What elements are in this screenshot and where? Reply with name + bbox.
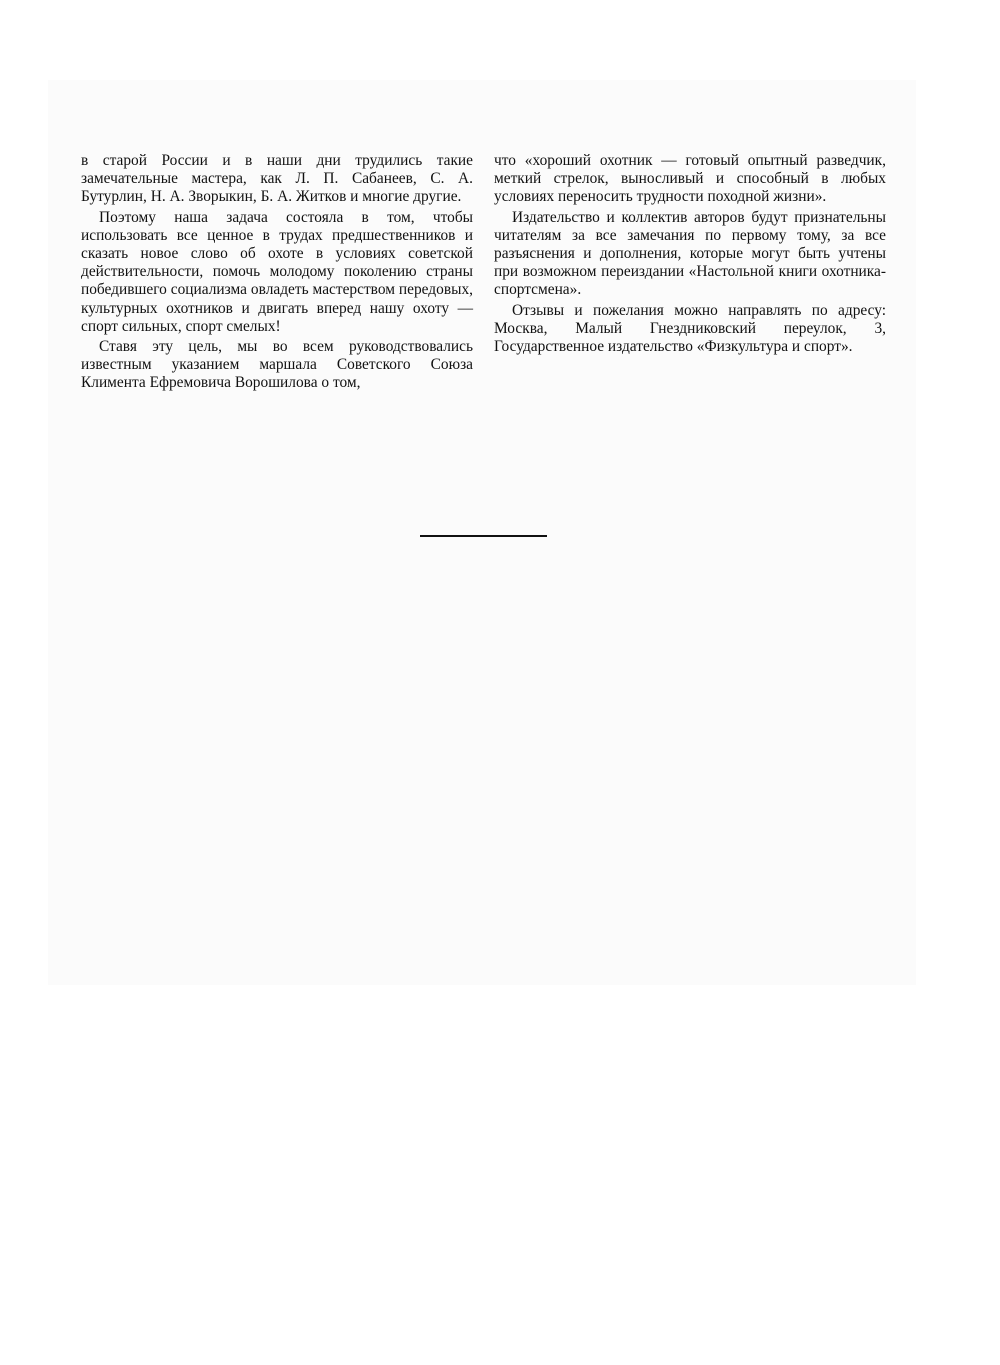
left-paragraph-1: в старой России и в наши дни трудились такие замечательные мастера, как Л. П. Сабанеев, С. А. Бутурлин, Н. А. Зворыкин, Б. А. Житков и многие другие. [81,152,473,206]
right-paragraph-2: Издательство и коллектив авторов будут признательны читателям за все замечания по первому тому, за все разъяснения и дополнения, которые могут быть учтены при возможном переиздании «Настольной книги охотника-спортсмена». [494,208,886,299]
right-paragraph-3: Отзывы и пожелания можно направлять по адресу: Москва, Малый Гнездниковский переулок, 3, Государственное издательство «Физкультура и спорт». [494,301,886,356]
left-paragraph-3: Ставя эту цель, мы во всем руководствовались известным указанием маршала Советского Союза Климента Ефремовича Ворошилова о том, [81,338,473,392]
right-column [494,152,886,356]
left-paragraph-2: Поэтому наша задача состояла в том, чтобы использовать все ценное в трудах предшественников и сказать новое слово об охоте в условиях советской действительности, помочь молодому поколению страны победившего социализма овладеть мастерством передовых, культурных охотников и двигать вперед нашу охоту — спорт сильных, спорт смелых! [81,208,473,335]
left-column [81,152,473,393]
right-paragraph-1: что «хороший охотник — готовый опытный разведчик, меткий стрелок, выносливый и способный в любых условиях переносить трудности походной жизни». [494,152,886,206]
section-end-rule [420,535,547,537]
